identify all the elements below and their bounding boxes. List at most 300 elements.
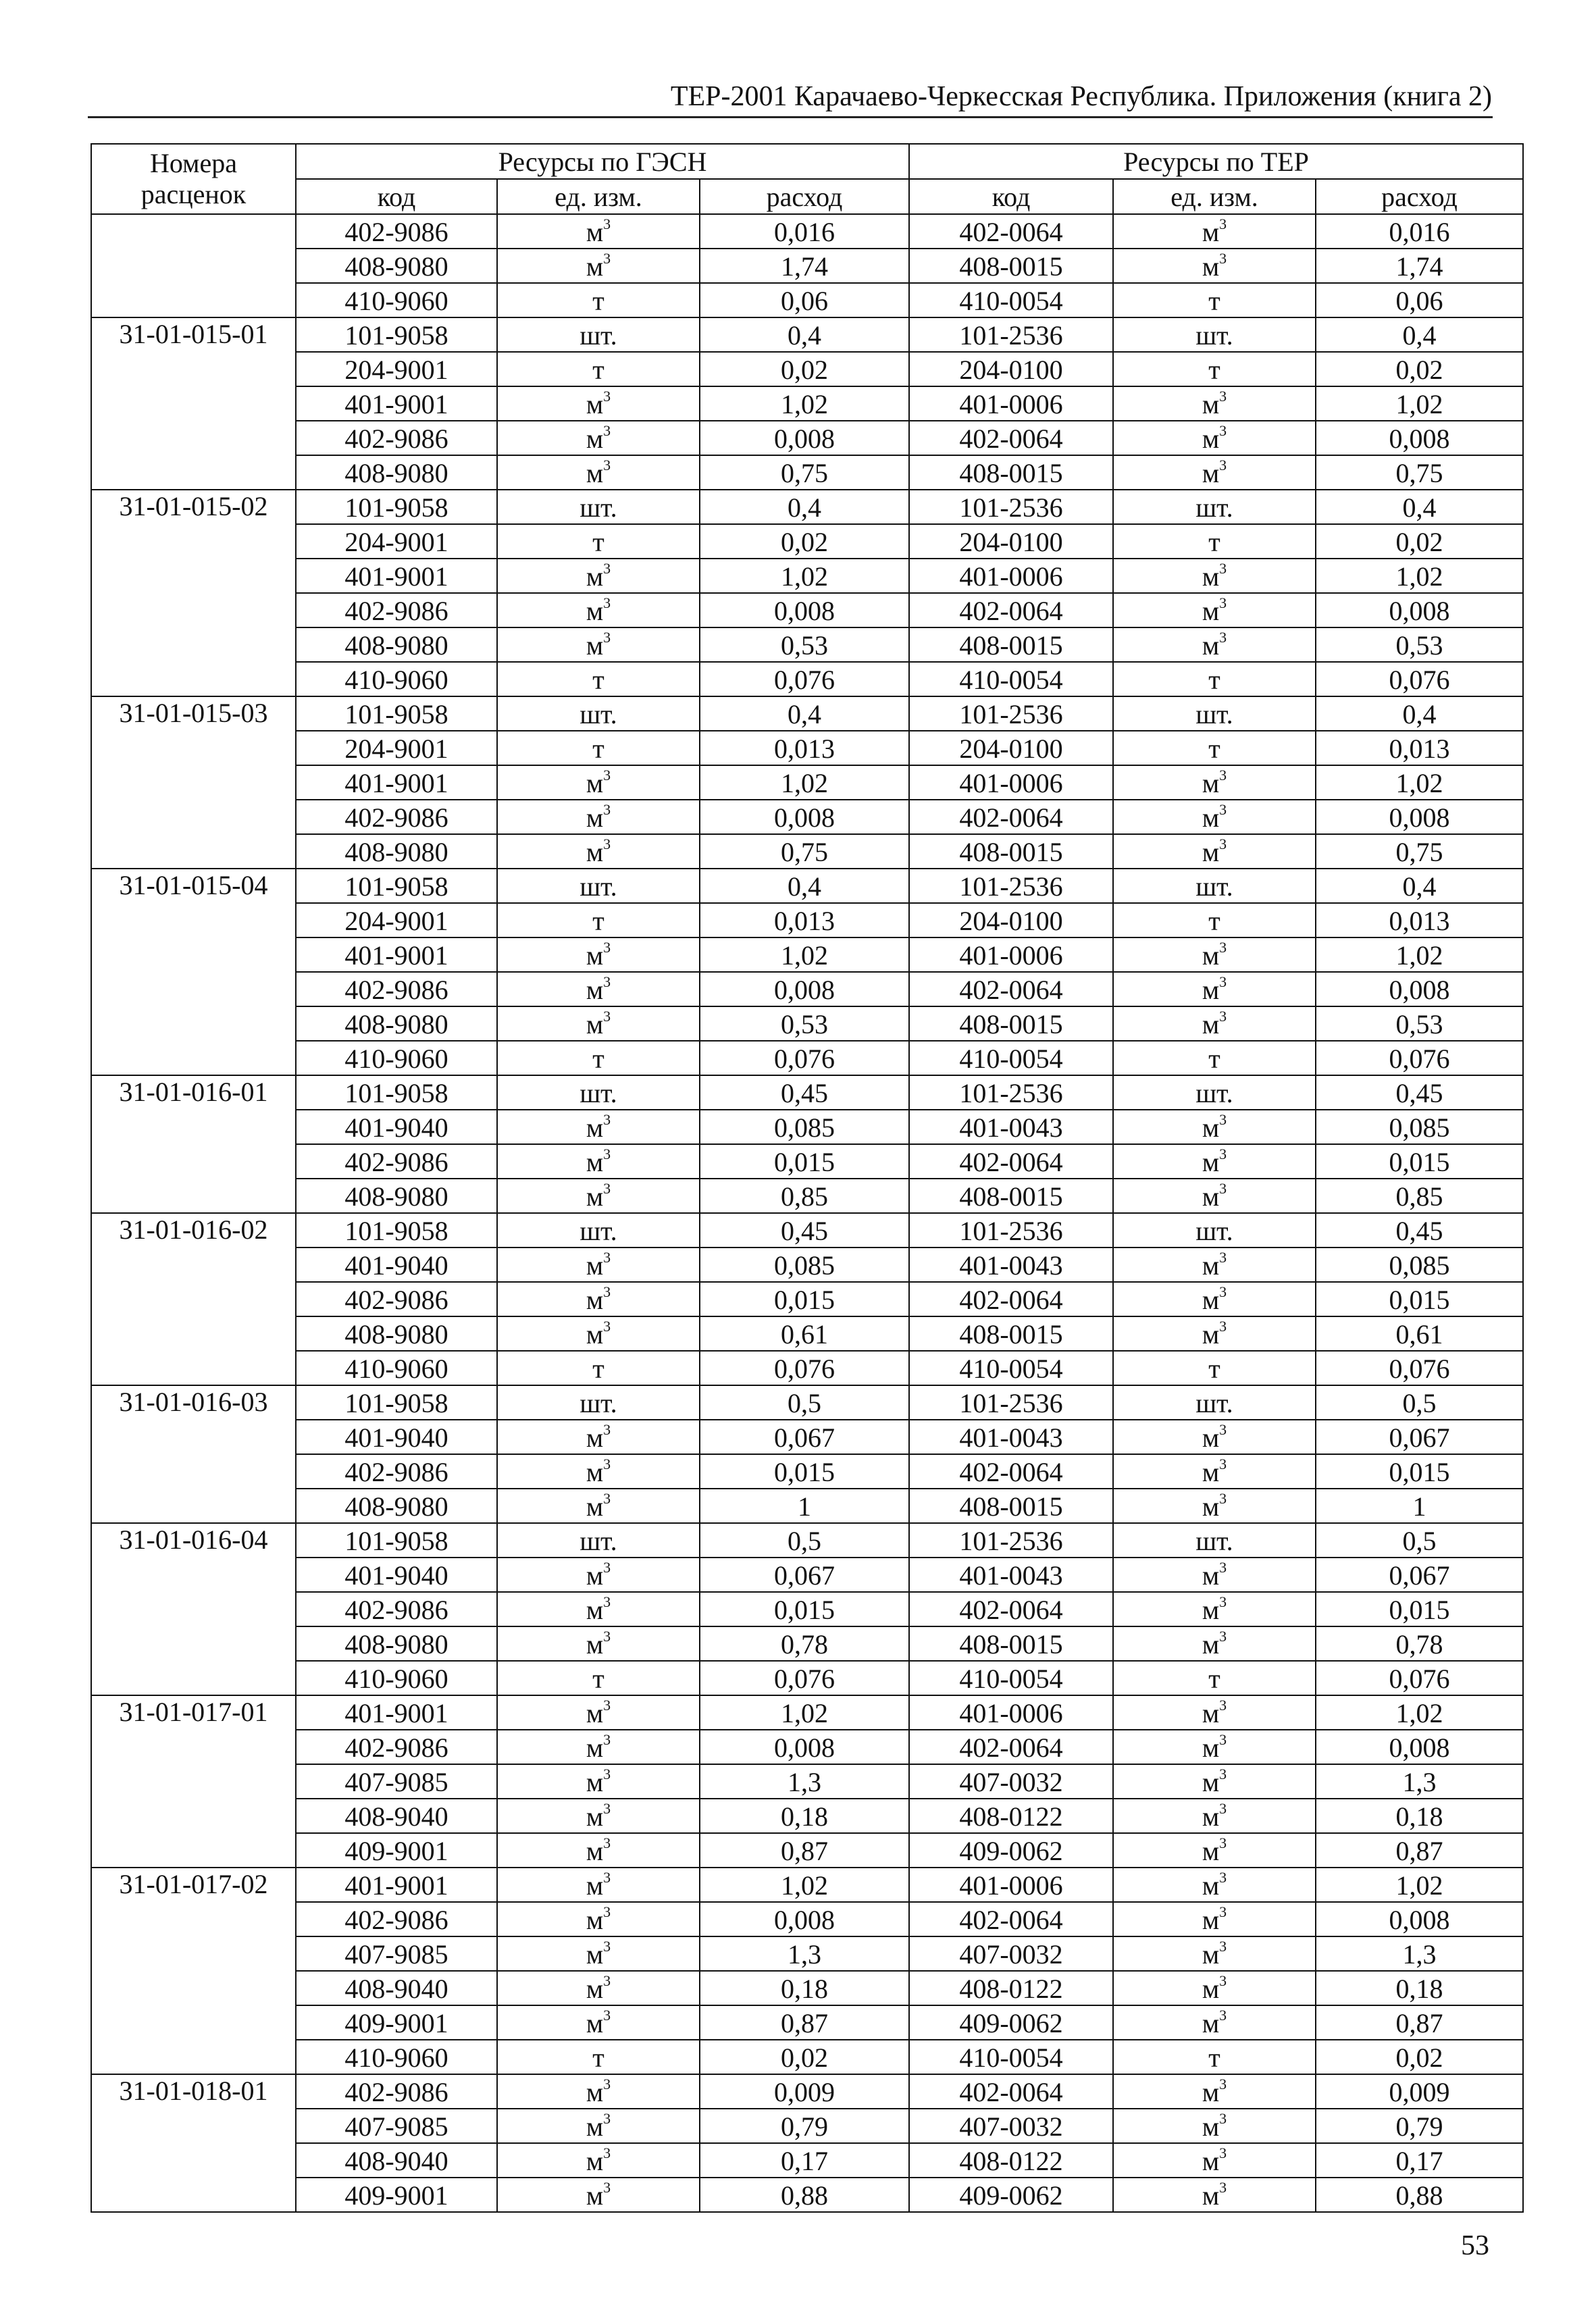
unit-exponent: 3 — [1219, 1145, 1227, 1162]
cell-gesn-unit: $м^3$ — [497, 1971, 700, 2005]
cell-ter-code: 408-0122 — [909, 1799, 1113, 1833]
cell-ter-consumption: 0,015 — [1316, 1282, 1523, 1316]
cell-ter-code: 204-0100 — [909, 903, 1113, 937]
unit-exponent: 3 — [1219, 938, 1227, 956]
cell-ter-code: 408-0015 — [909, 834, 1113, 869]
unit-exponent: 3 — [603, 1145, 611, 1162]
cell-ter-consumption: 0,53 — [1316, 1006, 1523, 1041]
header-ter-consumption: расход — [1316, 179, 1523, 214]
cell-ter-code: 401-0043 — [909, 1248, 1113, 1282]
unit-exponent: 3 — [1219, 1696, 1227, 1714]
cell-gesn-consumption: 0,53 — [700, 627, 909, 662]
cell-gesn-unit: $м^3$ — [497, 800, 700, 834]
cell-gesn-consumption: 0,4 — [700, 490, 909, 524]
rate-number-cell: 31-01-015-04 — [91, 869, 296, 1075]
cell-ter-code: 408-0015 — [909, 249, 1113, 283]
table-row — [91, 1179, 1523, 1213]
header-rates-numbers — [91, 144, 296, 214]
table-row — [91, 1902, 1523, 1936]
cell-ter-unit: $м^3$ — [1113, 1248, 1316, 1282]
rate-number-cell: 31-01-018-01 — [91, 2074, 296, 2212]
cell-ter-unit: $м^3$ — [1113, 627, 1316, 662]
cell-gesn-code: 408-9080 — [296, 1489, 497, 1523]
unit-exponent: 3 — [603, 1179, 611, 1197]
cell-gesn-code: 204-9001 — [296, 524, 497, 559]
cell-gesn-consumption: 0,008 — [700, 421, 909, 455]
cell-gesn-unit: $м^3$ — [497, 1420, 700, 1454]
cell-ter-unit: $м^3$ — [1113, 1764, 1316, 1799]
unit-exponent: 3 — [603, 800, 611, 818]
unit-exponent: 3 — [1219, 1179, 1227, 1197]
cell-gesn-code: 409-9001 — [296, 2005, 497, 2040]
unit-exponent: 3 — [1219, 594, 1227, 611]
cell-ter-consumption: 0,015 — [1316, 1144, 1523, 1179]
cell-ter-consumption: 0,015 — [1316, 1592, 1523, 1626]
cell-ter-unit: $м^3$ — [1113, 2143, 1316, 2178]
table-row — [91, 1075, 1523, 1110]
rate-number-cell: 31-01-016-04 — [91, 1523, 296, 1695]
table-row — [91, 2040, 1523, 2074]
cell-ter-consumption: 1,3 — [1316, 1764, 1523, 1799]
unit-exponent: 3 — [603, 1972, 611, 1989]
cell-ter-consumption: 0,4 — [1316, 696, 1523, 731]
cell-ter-code: 401-0006 — [909, 937, 1113, 972]
table-row — [91, 903, 1523, 937]
cell-gesn-consumption: 0,06 — [700, 283, 909, 317]
cell-gesn-consumption: 0,009 — [700, 2074, 909, 2109]
cell-ter-consumption: 0,02 — [1316, 524, 1523, 559]
cell-gesn-consumption: 1,02 — [700, 1868, 909, 1902]
cell-gesn-code: 402-9086 — [296, 1902, 497, 1936]
cell-gesn-consumption: 0,17 — [700, 2143, 909, 2178]
cell-ter-unit: $м^3$ — [1113, 214, 1316, 249]
cell-ter-unit: $м^3$ — [1113, 1626, 1316, 1661]
page-header-title: ТЕР-2001 Карачаево-Черкесская Республика. Приложения (книга 2) — [670, 81, 1492, 112]
cell-ter-consumption: 0,4 — [1316, 490, 1523, 524]
cell-gesn-consumption: 0,008 — [700, 972, 909, 1006]
cell-ter-code: 402-0064 — [909, 1592, 1113, 1626]
unit-exponent: 3 — [1219, 1248, 1227, 1266]
cell-ter-unit: $м^3$ — [1113, 1316, 1316, 1351]
cell-gesn-unit: $м^3$ — [497, 2178, 700, 2212]
cell-ter-consumption: 0,02 — [1316, 352, 1523, 386]
table-row — [91, 490, 1523, 524]
cell-gesn-unit: т — [497, 283, 700, 317]
cell-ter-code: 401-0043 — [909, 1110, 1113, 1144]
cell-ter-consumption: 0,75 — [1316, 834, 1523, 869]
unit-exponent: 3 — [1219, 387, 1227, 405]
cell-ter-consumption: 1,02 — [1316, 1695, 1523, 1730]
cell-gesn-unit: $м^3$ — [497, 1730, 700, 1764]
rate-number-cell: 31-01-017-01 — [91, 1695, 296, 1868]
unit-exponent: 3 — [1219, 628, 1227, 646]
unit-exponent: 3 — [603, 1593, 611, 1610]
cell-ter-code: 408-0015 — [909, 1006, 1113, 1041]
header-ter-code: код — [909, 179, 1113, 214]
table-row — [91, 1764, 1523, 1799]
cell-gesn-code: 401-9040 — [296, 1420, 497, 1454]
cell-gesn-code: 408-9080 — [296, 627, 497, 662]
cell-gesn-unit: шт. — [497, 490, 700, 524]
cell-ter-unit: шт. — [1113, 869, 1316, 903]
unit-exponent: 3 — [1219, 2109, 1227, 2127]
cell-gesn-unit: $м^3$ — [497, 1902, 700, 1936]
cell-gesn-code: 410-9060 — [296, 1041, 497, 1075]
cell-gesn-code: 408-9040 — [296, 2143, 497, 2178]
cell-gesn-unit: $м^3$ — [497, 1489, 700, 1523]
cell-ter-consumption: 0,53 — [1316, 627, 1523, 662]
resources-table — [91, 143, 1524, 2213]
cell-gesn-unit: т — [497, 2040, 700, 2074]
cell-gesn-code: 101-9058 — [296, 317, 497, 352]
unit-exponent: 3 — [1219, 1765, 1227, 1782]
cell-gesn-consumption: 1,02 — [700, 386, 909, 421]
cell-gesn-consumption: 0,79 — [700, 2109, 909, 2143]
cell-ter-code: 402-0064 — [909, 421, 1113, 455]
cell-ter-code: 402-0064 — [909, 214, 1113, 249]
unit-exponent: 3 — [1219, 835, 1227, 852]
unit-exponent: 3 — [1219, 1937, 1227, 1955]
cell-gesn-consumption: 0,02 — [700, 2040, 909, 2074]
cell-ter-unit: т — [1113, 662, 1316, 696]
cell-ter-code: 401-0006 — [909, 1868, 1113, 1902]
cell-gesn-unit: $м^3$ — [497, 2109, 700, 2143]
cell-gesn-consumption: 0,4 — [700, 869, 909, 903]
cell-ter-unit: шт. — [1113, 1213, 1316, 1248]
cell-gesn-unit: $м^3$ — [497, 1282, 700, 1316]
table-row — [91, 1282, 1523, 1316]
cell-gesn-unit: шт. — [497, 869, 700, 903]
unit-exponent: 3 — [1219, 1317, 1227, 1335]
cell-ter-unit: т — [1113, 283, 1316, 317]
cell-ter-code: 402-0064 — [909, 972, 1113, 1006]
cell-ter-consumption: 0,008 — [1316, 593, 1523, 627]
table-row — [91, 283, 1523, 317]
cell-ter-code: 408-0015 — [909, 1316, 1113, 1351]
header-gesn-code: код — [296, 179, 497, 214]
cell-gesn-consumption: 1,02 — [700, 937, 909, 972]
cell-gesn-consumption: 1,74 — [700, 249, 909, 283]
table-row — [91, 1799, 1523, 1833]
cell-gesn-code: 410-9060 — [296, 2040, 497, 2074]
unit-exponent: 3 — [1219, 1627, 1227, 1645]
cell-gesn-consumption: 0,45 — [700, 1075, 909, 1110]
unit-exponent: 3 — [603, 938, 611, 956]
unit-exponent: 3 — [1219, 1730, 1227, 1748]
cell-ter-consumption: 0,79 — [1316, 2109, 1523, 2143]
cell-gesn-unit: $м^3$ — [497, 1799, 700, 1833]
unit-exponent: 3 — [603, 1317, 611, 1335]
cell-ter-consumption: 0,5 — [1316, 1385, 1523, 1420]
cell-gesn-unit: $м^3$ — [497, 765, 700, 800]
cell-ter-unit: $м^3$ — [1113, 455, 1316, 490]
cell-ter-consumption: 0,013 — [1316, 731, 1523, 765]
table-row — [91, 421, 1523, 455]
table-row — [91, 696, 1523, 731]
cell-gesn-consumption: 0,067 — [700, 1558, 909, 1592]
cell-ter-consumption: 0,61 — [1316, 1316, 1523, 1351]
cell-ter-consumption: 0,008 — [1316, 1902, 1523, 1936]
cell-gesn-consumption: 0,18 — [700, 1799, 909, 1833]
cell-gesn-unit: $м^3$ — [497, 834, 700, 869]
table-row — [91, 1936, 1523, 1971]
cell-gesn-unit: $м^3$ — [497, 386, 700, 421]
table-row — [91, 1833, 1523, 1868]
unit-exponent: 3 — [1219, 1558, 1227, 1576]
cell-ter-unit: $м^3$ — [1113, 421, 1316, 455]
cell-ter-unit: $м^3$ — [1113, 1282, 1316, 1316]
cell-gesn-consumption: 0,015 — [700, 1144, 909, 1179]
table-row — [91, 765, 1523, 800]
table-row — [91, 593, 1523, 627]
cell-gesn-code: 402-9086 — [296, 421, 497, 455]
cell-gesn-code: 410-9060 — [296, 1351, 497, 1385]
cell-gesn-consumption: 0,02 — [700, 352, 909, 386]
cell-ter-code: 101-2536 — [909, 696, 1113, 731]
cell-ter-code: 407-0032 — [909, 1936, 1113, 1971]
cell-gesn-consumption: 0,013 — [700, 903, 909, 937]
header-gesn-resources: Ресурсы по ГЭСН — [296, 144, 909, 179]
cell-gesn-unit: $м^3$ — [497, 2074, 700, 2109]
cell-ter-consumption: 0,085 — [1316, 1110, 1523, 1144]
cell-gesn-unit: $м^3$ — [497, 937, 700, 972]
unit-exponent: 3 — [603, 1868, 611, 1886]
cell-ter-unit: $м^3$ — [1113, 800, 1316, 834]
table-row — [91, 1248, 1523, 1282]
table-row — [91, 1110, 1523, 1144]
unit-exponent: 3 — [603, 2178, 611, 2196]
cell-ter-consumption: 0,076 — [1316, 1661, 1523, 1695]
cell-gesn-consumption: 0,015 — [700, 1454, 909, 1489]
cell-gesn-code: 204-9001 — [296, 731, 497, 765]
cell-gesn-code: 101-9058 — [296, 1075, 497, 1110]
cell-ter-code: 409-0062 — [909, 2005, 1113, 2040]
table-body — [91, 214, 1523, 2212]
cell-ter-unit: $м^3$ — [1113, 1868, 1316, 1902]
cell-gesn-code: 402-9086 — [296, 972, 497, 1006]
cell-ter-consumption: 0,076 — [1316, 1041, 1523, 1075]
cell-gesn-unit: т — [497, 352, 700, 386]
cell-ter-consumption: 0,008 — [1316, 421, 1523, 455]
cell-ter-consumption: 0,008 — [1316, 800, 1523, 834]
cell-ter-unit: $м^3$ — [1113, 937, 1316, 972]
cell-gesn-consumption: 0,015 — [700, 1282, 909, 1316]
cell-gesn-code: 101-9058 — [296, 490, 497, 524]
table-row — [91, 627, 1523, 662]
cell-ter-unit: т — [1113, 2040, 1316, 2074]
cell-ter-unit: $м^3$ — [1113, 1695, 1316, 1730]
unit-exponent: 3 — [1219, 1834, 1227, 1851]
cell-gesn-consumption: 0,008 — [700, 1730, 909, 1764]
table-row — [91, 249, 1523, 283]
cell-ter-unit: шт. — [1113, 1523, 1316, 1558]
unit-exponent: 3 — [603, 1420, 611, 1438]
table-row — [91, 317, 1523, 352]
cell-gesn-code: 401-9040 — [296, 1248, 497, 1282]
table-row — [91, 1730, 1523, 1764]
cell-gesn-consumption: 0,076 — [700, 1661, 909, 1695]
cell-ter-consumption: 1,02 — [1316, 765, 1523, 800]
cell-gesn-consumption: 1,02 — [700, 559, 909, 593]
cell-ter-unit: т — [1113, 352, 1316, 386]
cell-gesn-unit: $м^3$ — [497, 627, 700, 662]
cell-ter-code: 408-0015 — [909, 1489, 1113, 1523]
cell-ter-code: 409-0062 — [909, 2178, 1113, 2212]
cell-ter-consumption: 0,88 — [1316, 2178, 1523, 2212]
cell-ter-unit: т — [1113, 524, 1316, 559]
rate-number-cell: 31-01-015-01 — [91, 317, 296, 490]
cell-ter-consumption: 0,85 — [1316, 1179, 1523, 1213]
cell-ter-unit: шт. — [1113, 1075, 1316, 1110]
cell-ter-code: 402-0064 — [909, 1454, 1113, 1489]
cell-gesn-unit: $м^3$ — [497, 1695, 700, 1730]
cell-gesn-unit: $м^3$ — [497, 1626, 700, 1661]
cell-gesn-consumption: 0,5 — [700, 1385, 909, 1420]
cell-gesn-consumption: 0,75 — [700, 455, 909, 490]
cell-ter-code: 204-0100 — [909, 352, 1113, 386]
unit-exponent: 3 — [603, 421, 611, 439]
header-rates-label-line2: расценок — [140, 179, 247, 209]
unit-exponent: 3 — [603, 1283, 611, 1300]
table-row — [91, 386, 1523, 421]
cell-ter-code: 410-0054 — [909, 2040, 1113, 2074]
table-row — [91, 524, 1523, 559]
cell-ter-unit: $м^3$ — [1113, 2074, 1316, 2109]
table-row — [91, 1420, 1523, 1454]
cell-gesn-unit: т — [497, 524, 700, 559]
header-rates-label-line1: Номера — [150, 148, 237, 178]
unit-exponent: 3 — [1219, 559, 1227, 577]
cell-ter-code: 401-0006 — [909, 386, 1113, 421]
unit-exponent: 3 — [1219, 421, 1227, 439]
cell-ter-unit: $м^3$ — [1113, 1936, 1316, 1971]
table-row — [91, 1695, 1523, 1730]
cell-ter-unit: $м^3$ — [1113, 1420, 1316, 1454]
unit-exponent: 3 — [1219, 1110, 1227, 1128]
cell-gesn-consumption: 0,78 — [700, 1626, 909, 1661]
cell-ter-unit: $м^3$ — [1113, 1179, 1316, 1213]
cell-ter-code: 101-2536 — [909, 1385, 1113, 1420]
cell-gesn-consumption: 0,85 — [700, 1179, 909, 1213]
table-header — [91, 144, 1523, 214]
unit-exponent: 3 — [603, 973, 611, 990]
cell-ter-consumption: 0,076 — [1316, 1351, 1523, 1385]
cell-gesn-unit: $м^3$ — [497, 1006, 700, 1041]
cell-gesn-unit: $м^3$ — [497, 421, 700, 455]
cell-ter-code: 402-0064 — [909, 800, 1113, 834]
unit-exponent: 3 — [1219, 1903, 1227, 1920]
cell-gesn-consumption: 1,02 — [700, 765, 909, 800]
table-row — [91, 1489, 1523, 1523]
table-row — [91, 214, 1523, 249]
cell-gesn-consumption: 0,015 — [700, 1592, 909, 1626]
cell-ter-code: 402-0064 — [909, 1902, 1113, 1936]
cell-ter-code: 408-0015 — [909, 1179, 1113, 1213]
cell-ter-consumption: 0,06 — [1316, 283, 1523, 317]
cell-ter-unit: $м^3$ — [1113, 559, 1316, 593]
unit-exponent: 3 — [1219, 1283, 1227, 1300]
unit-exponent: 3 — [1219, 1489, 1227, 1507]
cell-ter-code: 101-2536 — [909, 869, 1113, 903]
cell-ter-unit: $м^3$ — [1113, 1799, 1316, 1833]
cell-ter-consumption: 0,067 — [1316, 1558, 1523, 1592]
cell-gesn-code: 401-9001 — [296, 559, 497, 593]
unit-exponent: 3 — [1219, 2144, 1227, 2161]
cell-ter-code: 101-2536 — [909, 1523, 1113, 1558]
unit-exponent: 3 — [1219, 456, 1227, 473]
unit-exponent: 3 — [1219, 1007, 1227, 1025]
cell-ter-code: 408-0122 — [909, 2143, 1113, 2178]
cell-gesn-unit: $м^3$ — [497, 972, 700, 1006]
unit-exponent: 3 — [603, 249, 611, 267]
cell-ter-unit: $м^3$ — [1113, 1489, 1316, 1523]
table-row — [91, 559, 1523, 593]
cell-gesn-code: 401-9040 — [296, 1558, 497, 1592]
unit-exponent: 3 — [603, 456, 611, 473]
cell-ter-consumption: 0,02 — [1316, 2040, 1523, 2074]
cell-ter-unit: $м^3$ — [1113, 1902, 1316, 1936]
cell-gesn-unit: $м^3$ — [497, 1592, 700, 1626]
cell-ter-unit: $м^3$ — [1113, 2109, 1316, 2143]
cell-gesn-code: 408-9080 — [296, 249, 497, 283]
cell-ter-code: 410-0054 — [909, 1041, 1113, 1075]
cell-gesn-unit: $м^3$ — [497, 1179, 700, 1213]
cell-gesn-code: 409-9001 — [296, 1833, 497, 1868]
cell-gesn-unit: $м^3$ — [497, 2005, 700, 2040]
header-gesn-consumption: расход — [700, 179, 909, 214]
cell-gesn-consumption: 0,87 — [700, 2005, 909, 2040]
unit-exponent: 3 — [1219, 215, 1227, 232]
cell-ter-unit: шт. — [1113, 696, 1316, 731]
cell-ter-unit: $м^3$ — [1113, 2178, 1316, 2212]
cell-gesn-code: 407-9085 — [296, 1936, 497, 1971]
cell-gesn-code: 408-9080 — [296, 1006, 497, 1041]
cell-ter-unit: т — [1113, 903, 1316, 937]
cell-gesn-consumption: 0,4 — [700, 696, 909, 731]
cell-gesn-unit: шт. — [497, 1523, 700, 1558]
unit-exponent: 3 — [1219, 1972, 1227, 1989]
cell-ter-consumption: 1 — [1316, 1489, 1523, 1523]
cell-gesn-consumption: 0,75 — [700, 834, 909, 869]
table-row — [91, 1213, 1523, 1248]
cell-gesn-code: 204-9001 — [296, 903, 497, 937]
table-row — [91, 869, 1523, 903]
unit-exponent: 3 — [603, 1627, 611, 1645]
cell-gesn-consumption: 0,008 — [700, 1902, 909, 1936]
cell-gesn-unit: $м^3$ — [497, 1144, 700, 1179]
unit-exponent: 3 — [1219, 2178, 1227, 2196]
cell-gesn-code: 101-9058 — [296, 696, 497, 731]
cell-gesn-consumption: 1,3 — [700, 1936, 909, 1971]
cell-ter-unit: $м^3$ — [1113, 1730, 1316, 1764]
cell-ter-code: 410-0054 — [909, 1351, 1113, 1385]
cell-gesn-code: 101-9058 — [296, 1213, 497, 1248]
cell-gesn-unit: шт. — [497, 696, 700, 731]
cell-gesn-consumption: 0,008 — [700, 593, 909, 627]
cell-gesn-consumption: 0,18 — [700, 1971, 909, 2005]
table-row — [91, 2143, 1523, 2178]
cell-gesn-unit: $м^3$ — [497, 249, 700, 283]
cell-ter-code: 410-0054 — [909, 283, 1113, 317]
cell-ter-consumption: 0,076 — [1316, 662, 1523, 696]
table-row — [91, 1041, 1523, 1075]
cell-gesn-consumption: 0,53 — [700, 1006, 909, 1041]
cell-ter-code: 402-0064 — [909, 1144, 1113, 1179]
table-row — [91, 1454, 1523, 1489]
cell-gesn-consumption: 0,085 — [700, 1110, 909, 1144]
cell-gesn-consumption: 0,88 — [700, 2178, 909, 2212]
cell-ter-consumption: 1,02 — [1316, 386, 1523, 421]
